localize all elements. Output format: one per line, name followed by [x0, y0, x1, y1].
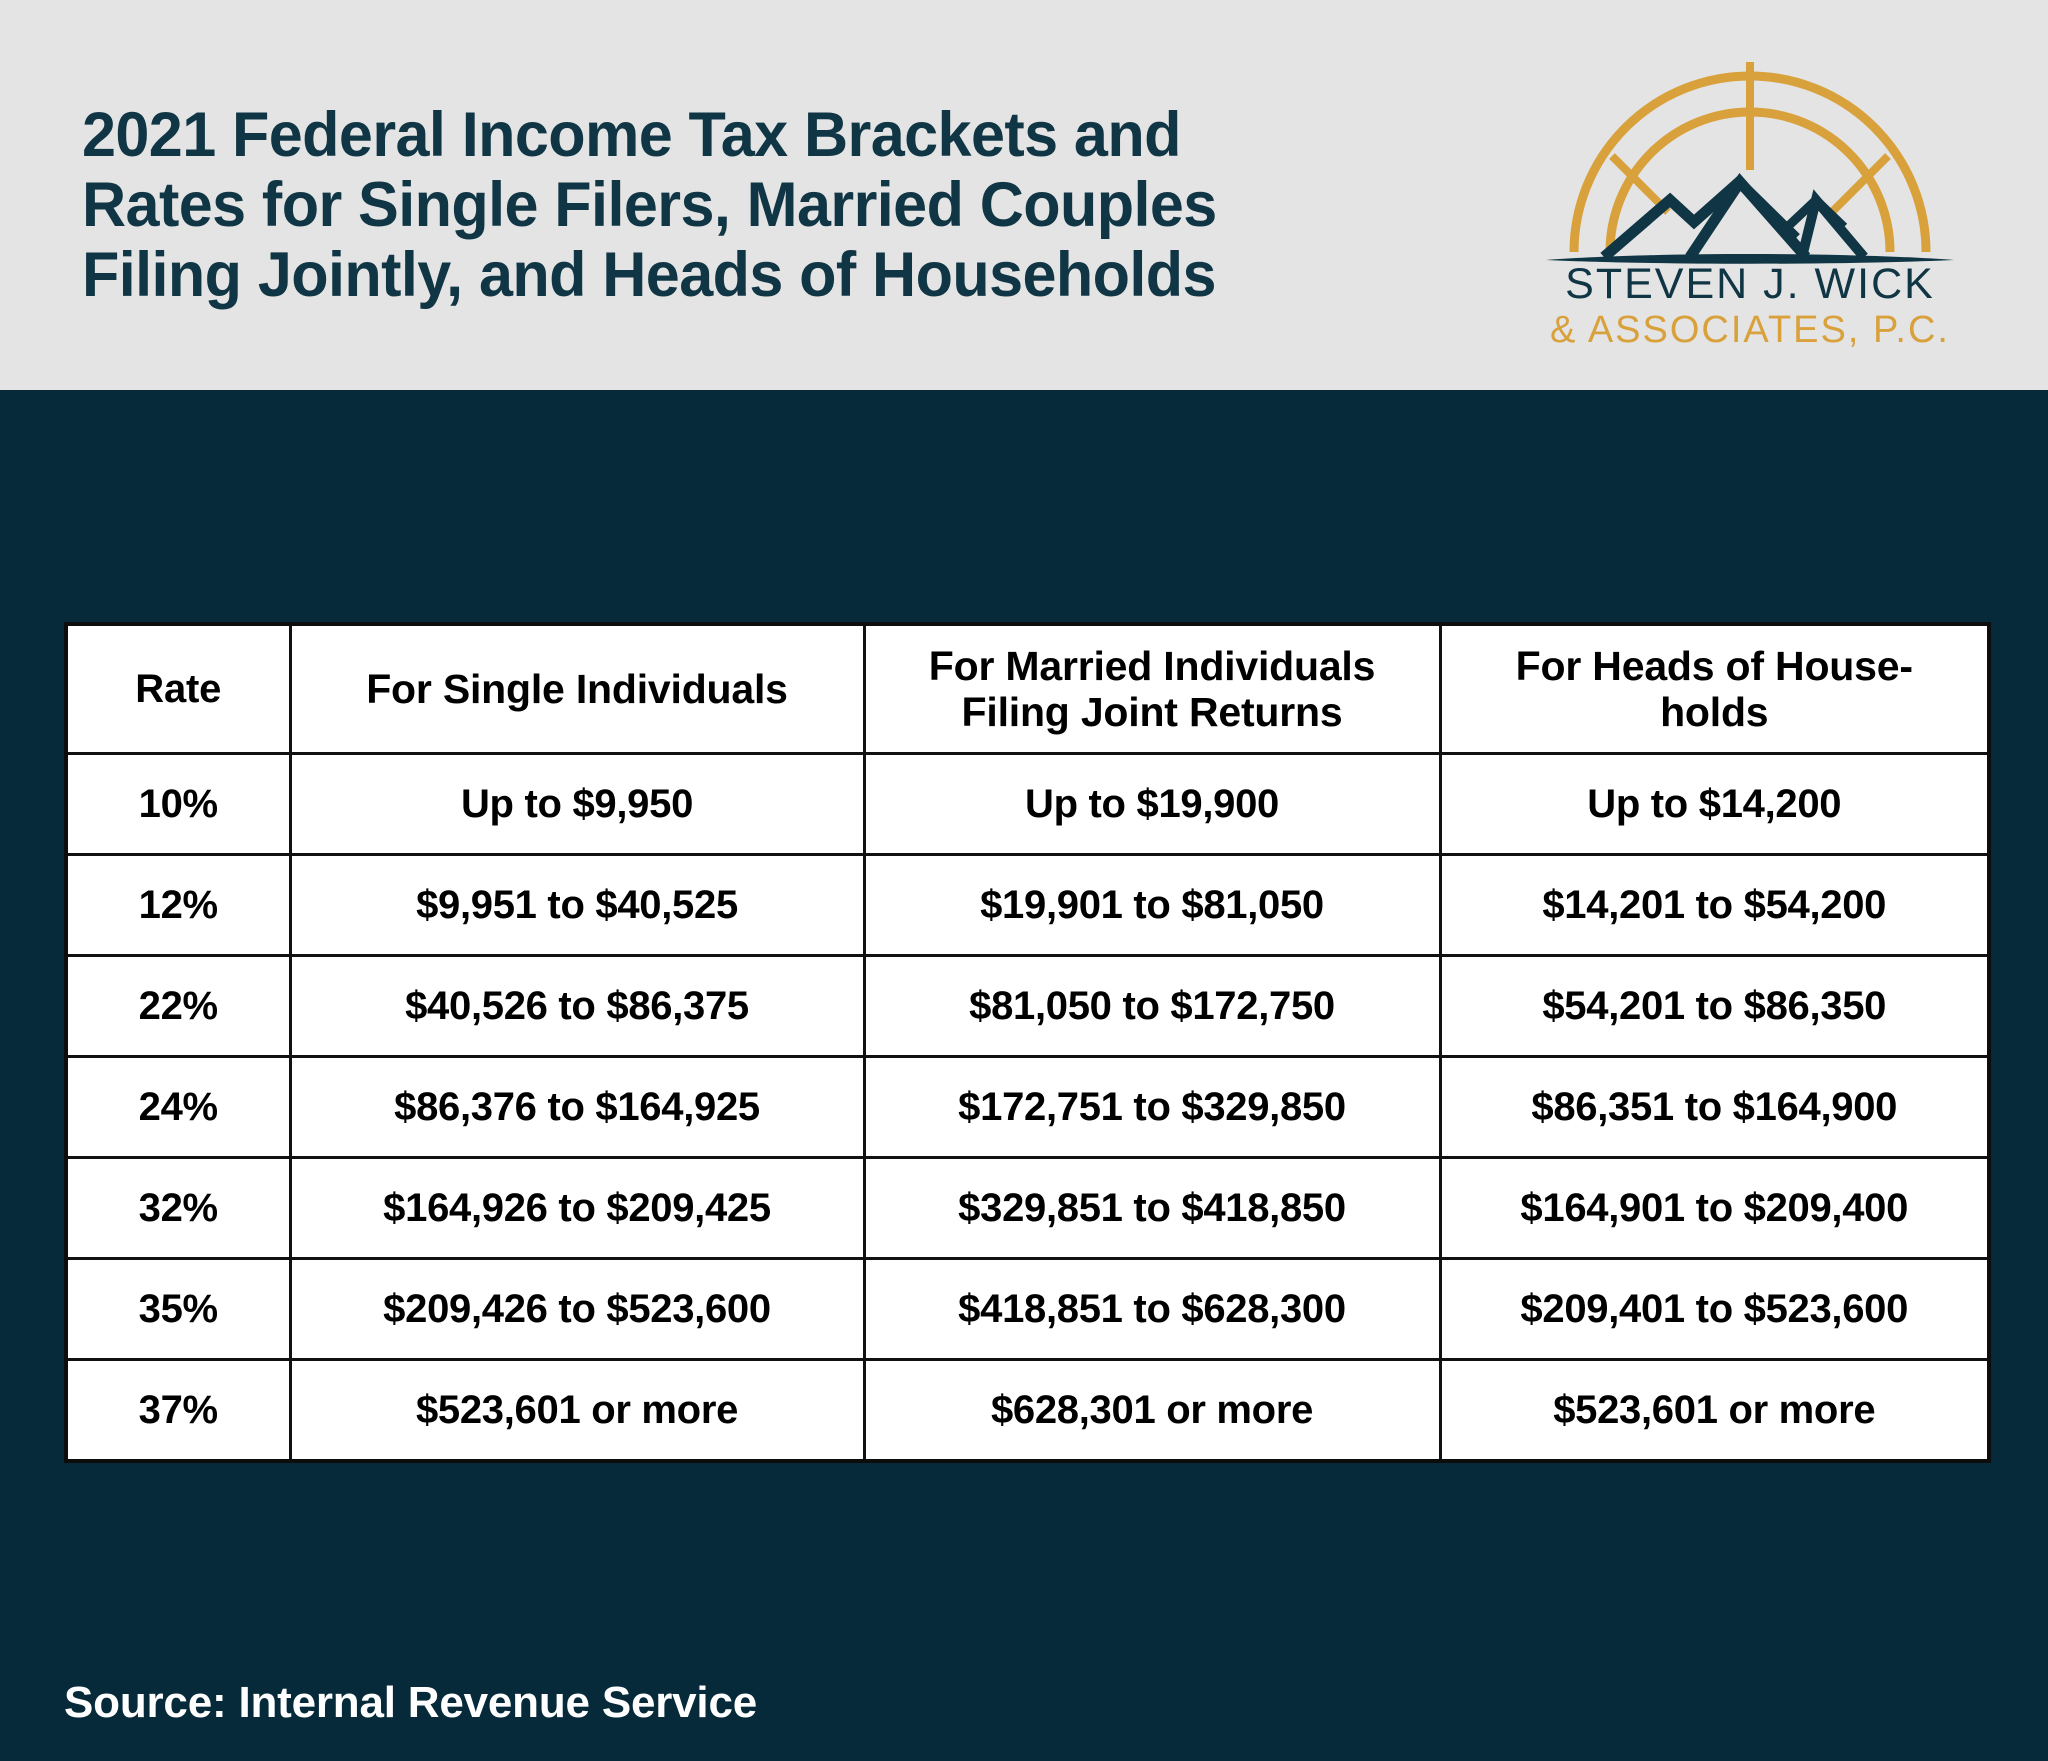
cell-head-of-household: $14,201 to $54,200	[1440, 855, 1989, 956]
title-line-3: Filing Jointly, and Heads of Households	[82, 240, 1216, 310]
cell-single: Up to $9,950	[290, 754, 864, 855]
column-header-rate	[66, 624, 290, 754]
tax-brackets-table	[64, 622, 1991, 1463]
table-row	[66, 855, 1989, 956]
cell-single: $209,426 to $523,600	[290, 1259, 864, 1360]
column-header-married-line-2: Filing Joint Returns	[961, 689, 1343, 735]
column-header-married-joint	[864, 624, 1440, 754]
header-band	[0, 0, 2048, 390]
cell-single: $40,526 to $86,375	[290, 956, 864, 1057]
cell-married-joint: $329,851 to $418,850	[864, 1158, 1440, 1259]
table-header-row	[66, 624, 1989, 754]
table-body	[66, 754, 1989, 1462]
source-label: Source: Internal Revenue Service	[64, 1678, 758, 1727]
cell-rate: 35%	[66, 1259, 290, 1360]
table-row	[66, 1360, 1989, 1462]
sunrise-mountains-compass-icon	[1544, 52, 1956, 267]
column-header-hoh-line-2: holds	[1660, 689, 1769, 735]
cell-single: $164,926 to $209,425	[290, 1158, 864, 1259]
cell-head-of-household: $54,201 to $86,350	[1440, 956, 1989, 1057]
cell-head-of-household: $86,351 to $164,900	[1440, 1057, 1989, 1158]
column-header-married-line-1: For Married Individuals	[928, 643, 1376, 689]
cell-single: $9,951 to $40,525	[290, 855, 864, 956]
column-header-rate-line-1: Rate	[135, 667, 222, 711]
cell-rate: 24%	[66, 1057, 290, 1158]
column-header-single	[290, 624, 864, 754]
table-row	[66, 754, 1989, 855]
logo-company-suffix: & ASSOCIATES, P.C.	[1550, 309, 1950, 351]
cell-married-joint: $628,301 or more	[864, 1360, 1440, 1462]
cell-head-of-household: $523,601 or more	[1440, 1360, 1989, 1462]
page-title	[82, 100, 1217, 310]
table-row	[66, 956, 1989, 1057]
logo-wordmark	[1500, 260, 2000, 352]
column-header-hoh-line-1: For Heads of House-	[1515, 643, 1913, 689]
table-header	[66, 624, 1989, 754]
cell-single: $523,601 or more	[290, 1360, 864, 1462]
cell-married-joint: $19,901 to $81,050	[864, 855, 1440, 956]
title-line-1: 2021 Federal Income Tax Brackets and	[82, 100, 1181, 170]
cell-rate: 22%	[66, 956, 290, 1057]
title-line-2: Rates for Single Filers, Married Couples	[82, 170, 1217, 240]
tax-brackets-table-wrapper	[64, 622, 1987, 1463]
cell-head-of-household: $209,401 to $523,600	[1440, 1259, 1989, 1360]
column-header-single-line-1: For Single Individuals	[366, 666, 788, 712]
cell-married-joint: $418,851 to $628,300	[864, 1259, 1440, 1360]
cell-rate: 32%	[66, 1158, 290, 1259]
cell-head-of-household: $164,901 to $209,400	[1440, 1158, 1989, 1259]
table-row	[66, 1259, 1989, 1360]
cell-rate: 12%	[66, 855, 290, 956]
cell-head-of-household: Up to $14,200	[1440, 754, 1989, 855]
table-row	[66, 1057, 1989, 1158]
table-row	[66, 1158, 1989, 1259]
cell-married-joint: Up to $19,900	[864, 754, 1440, 855]
cell-rate: 10%	[66, 754, 290, 855]
logo-company-name: STEVEN J. WICK	[1565, 260, 1935, 308]
company-logo	[1500, 52, 2000, 351]
cell-married-joint: $172,751 to $329,850	[864, 1057, 1440, 1158]
cell-rate: 37%	[66, 1360, 290, 1462]
column-header-head-of-household	[1440, 624, 1989, 754]
cell-single: $86,376 to $164,925	[290, 1057, 864, 1158]
cell-married-joint: $81,050 to $172,750	[864, 956, 1440, 1057]
